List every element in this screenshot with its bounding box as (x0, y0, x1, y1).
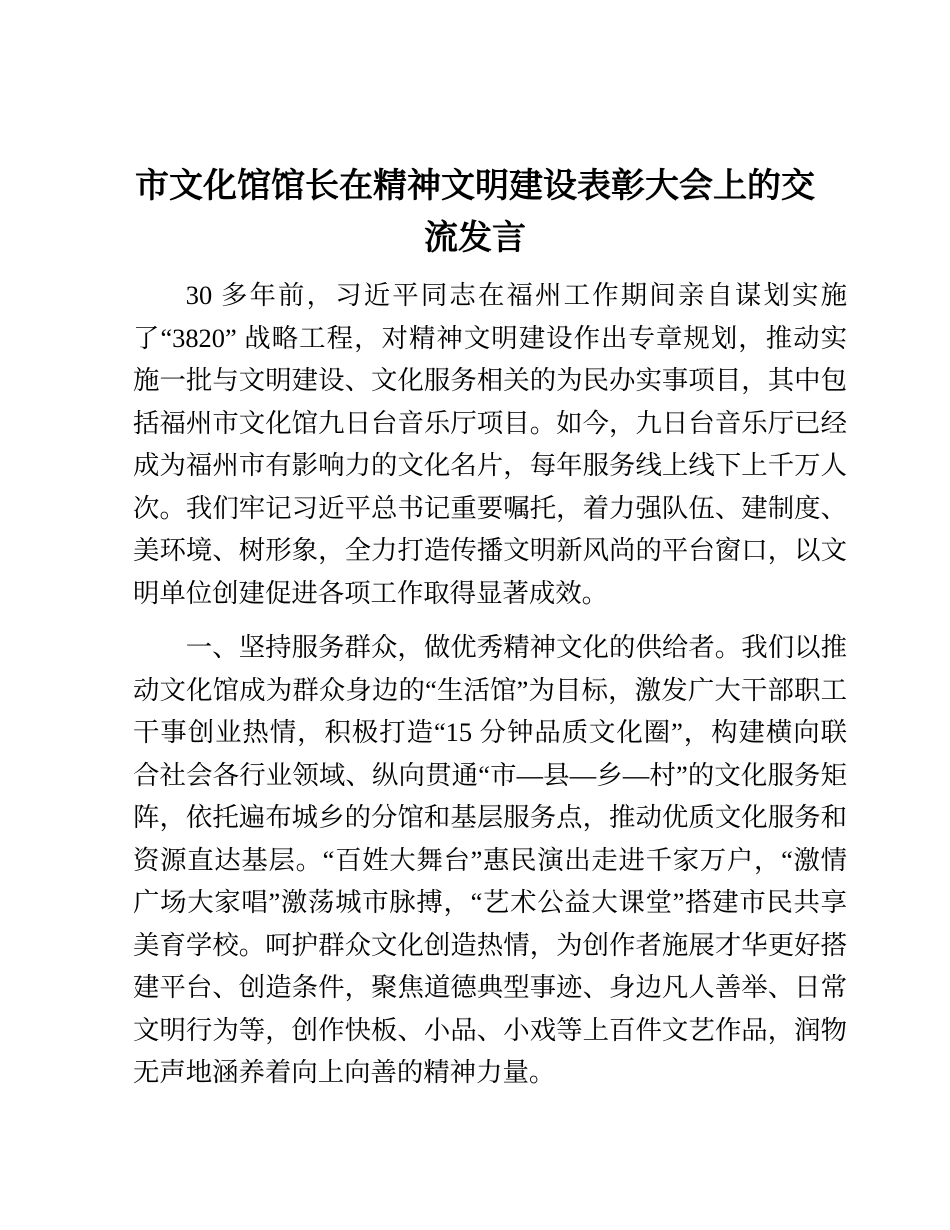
paragraph-section-one: 一、坚持服务群众，做优秀精神文化的供给者。我们以推动文化馆成为群众身边的“生活馆”为目标，激发广大干部职工干事创业热情，积极打造“15 分钟品质文化圈”，构建横向联合社会各行业领域、纵向贯通“市—县—乡—村”的文化服务矩阵，依托遍布城乡的分馆和基层服务点，推动优质文化服务和资源直达基层。“百姓大舞台”惠民演出走进千家万户，“激情广场大家唱”激荡城市脉搏，“艺术公益大课堂”搭建市民共享美育学校。呵护群众文化创造热情，为创作者施展才华更好搭建平台、创造条件，聚焦道德典型事迹、身边凡人善举、日常文明行为等，创作快板、小品、小戏等上百件文艺作品，润物无声地涵养着向上向善的精神力量。 (133, 632, 847, 1087)
document-title: 市文化馆馆长在精神文明建设表彰大会上的交流发言 (135, 167, 815, 257)
paragraph-intro: 30 多年前，习近平同志在福州工作期间亲自谋划实施了“3820” 战略工程，对精神文明建设作出专章规划，推动实施一批与文明建设、文化服务相关的为民办实事项目，其中包括福州市文化馆九日台音乐厅项目。如今，九日台音乐厅已经成为福州市有影响力的文化名片，每年服务线上线下上千万人次。我们牢记习近平总书记重要嘱托，着力强队伍、建制度、美环境、树形象，全力打造传播文明新风尚的平台窗口，以文明单位创建促进各项工作取得显著成效。 (133, 280, 847, 608)
document-body (133, 274, 847, 1094)
